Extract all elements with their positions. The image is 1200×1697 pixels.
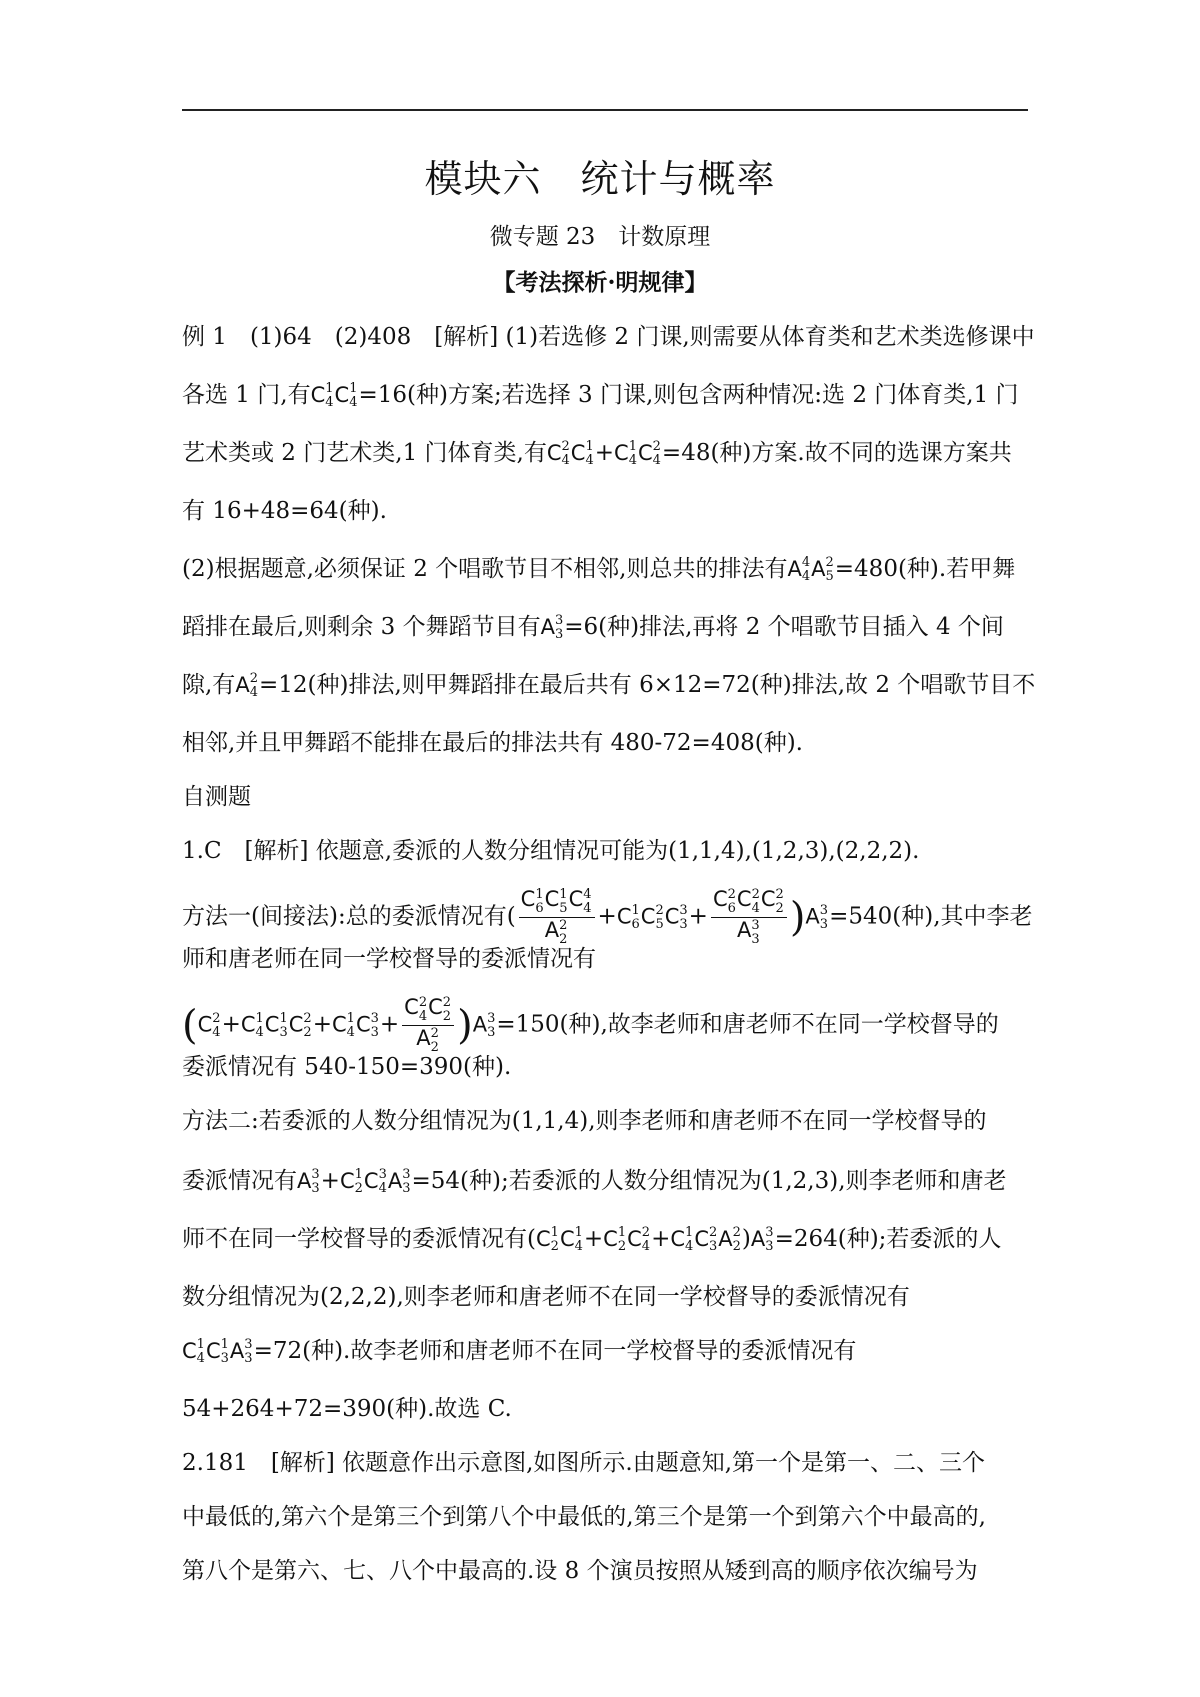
text-line: 隙,有A 2 4 =12(种)排法,则甲舞蹈排在最后共有 6×12=72(种)排法,故 2 个唱歌节目不 (182, 671, 1036, 700)
page-title: 模块六 统计与概率 (424, 157, 776, 201)
text-line: 中最低的,第六个是第三个到第八个中最低的,第三个是第一个到第六个中最高的, (182, 1504, 986, 1530)
text-line: 委派情况有 540-150=390(种). (182, 1054, 512, 1080)
text-line: 各选 1 门,有C 1 4 C 1 4 =16(种)方案;若选择 3 门课,则包含两种情况:选 2 门体育类,1 门 (182, 381, 1019, 410)
header-rule (182, 109, 1028, 111)
page-subtitle: 微专题 23 计数原理 (489, 224, 711, 250)
text-line: 54+264+72=390(种).故选 C. (182, 1396, 512, 1422)
text-line: 蹈排在最后,则剩余 3 个舞蹈节目有A 3 3 =6(种)排法,再将 2 个唱歌节目插入 4 个间 (182, 613, 1004, 642)
text-line: 2.181 [解析] 依题意作出示意图,如图所示.由题意知,第一个是第一、二、三个 (182, 1450, 986, 1476)
text-line: 师和唐老师在同一学校督导的委派情况有 (182, 946, 596, 972)
text-line: 相邻,并且甲舞蹈不能排在最后的排法共有 480-72=408(种). (182, 730, 803, 756)
text-line: 1.C [解析] 依题意,委派的人数分组情况可能为(1,1,4),(1,2,3),(2,2,2). (182, 838, 920, 864)
section-heading: 【考法探析·明规律】 (492, 269, 708, 296)
text-line: 有 16+48=64(种). (182, 498, 387, 524)
text-line: 第八个是第六、七、八个中最高的.设 8 个演员按照从矮到高的顺序依次编号为 (182, 1558, 978, 1584)
text-line: 艺术类或 2 门艺术类,1 门体育类,有C 2 4 C 1 4 +C 1 4 C 2 4 =48(种)方案.故不同的选课方案共 (182, 439, 1012, 468)
text-line: 方法一(间接法):总的委派情况有( C 1 6 C 1 5 C 4 4 A 2 2 +C 1 6 C 2 5 C 3 3 + C 2 6 C 2 4 C 2 2 A 3 3 )A 3 3 =540(种),其中李老 (182, 887, 1033, 947)
text-line: 例 1 (1)64 (2)408 [解析] (1)若选修 2 门课,则需要从体育类和艺术类选修课中 (182, 324, 1035, 350)
text-line: 方法二:若委派的人数分组情况为(1,1,4),则李老师和唐老师不在同一学校督导的 (182, 1108, 987, 1134)
text-line: (C 2 4 +C 1 4 C 1 3 C 2 2 +C 1 4 C 3 3 + C 2 4 C 2 2 A 2 2 )A 3 3 =150(种),故李老师和唐老师不在同一学校督导的 (182, 995, 999, 1055)
text-line: C 1 4 C 1 3 A 3 3 =72(种).故李老师和唐老师不在同一学校督导的委派情况有 (182, 1337, 857, 1366)
text-line: 师不在同一学校督导的委派情况有(C 1 2 C 1 4 +C 1 2 C 2 4 +C 1 4 C 2 3 A 2 2 )A 3 3 =264(种);若委派的人 (182, 1225, 1002, 1254)
text-line: (2)根据题意,必须保证 2 个唱歌节目不相邻,则总共的排法有A 4 4 A 2 5 =480(种).若甲舞 (182, 555, 1016, 584)
text-line: 委派情况有A 3 3 +C 1 2 C 3 4 A 3 3 =54(种);若委派的人数分组情况为(1,2,3),则李老师和唐老 (182, 1167, 1007, 1196)
text-line: 自测题 (182, 784, 251, 810)
text-line: 数分组情况为(2,2,2),则李老师和唐老师不在同一学校督导的委派情况有 (182, 1284, 910, 1310)
